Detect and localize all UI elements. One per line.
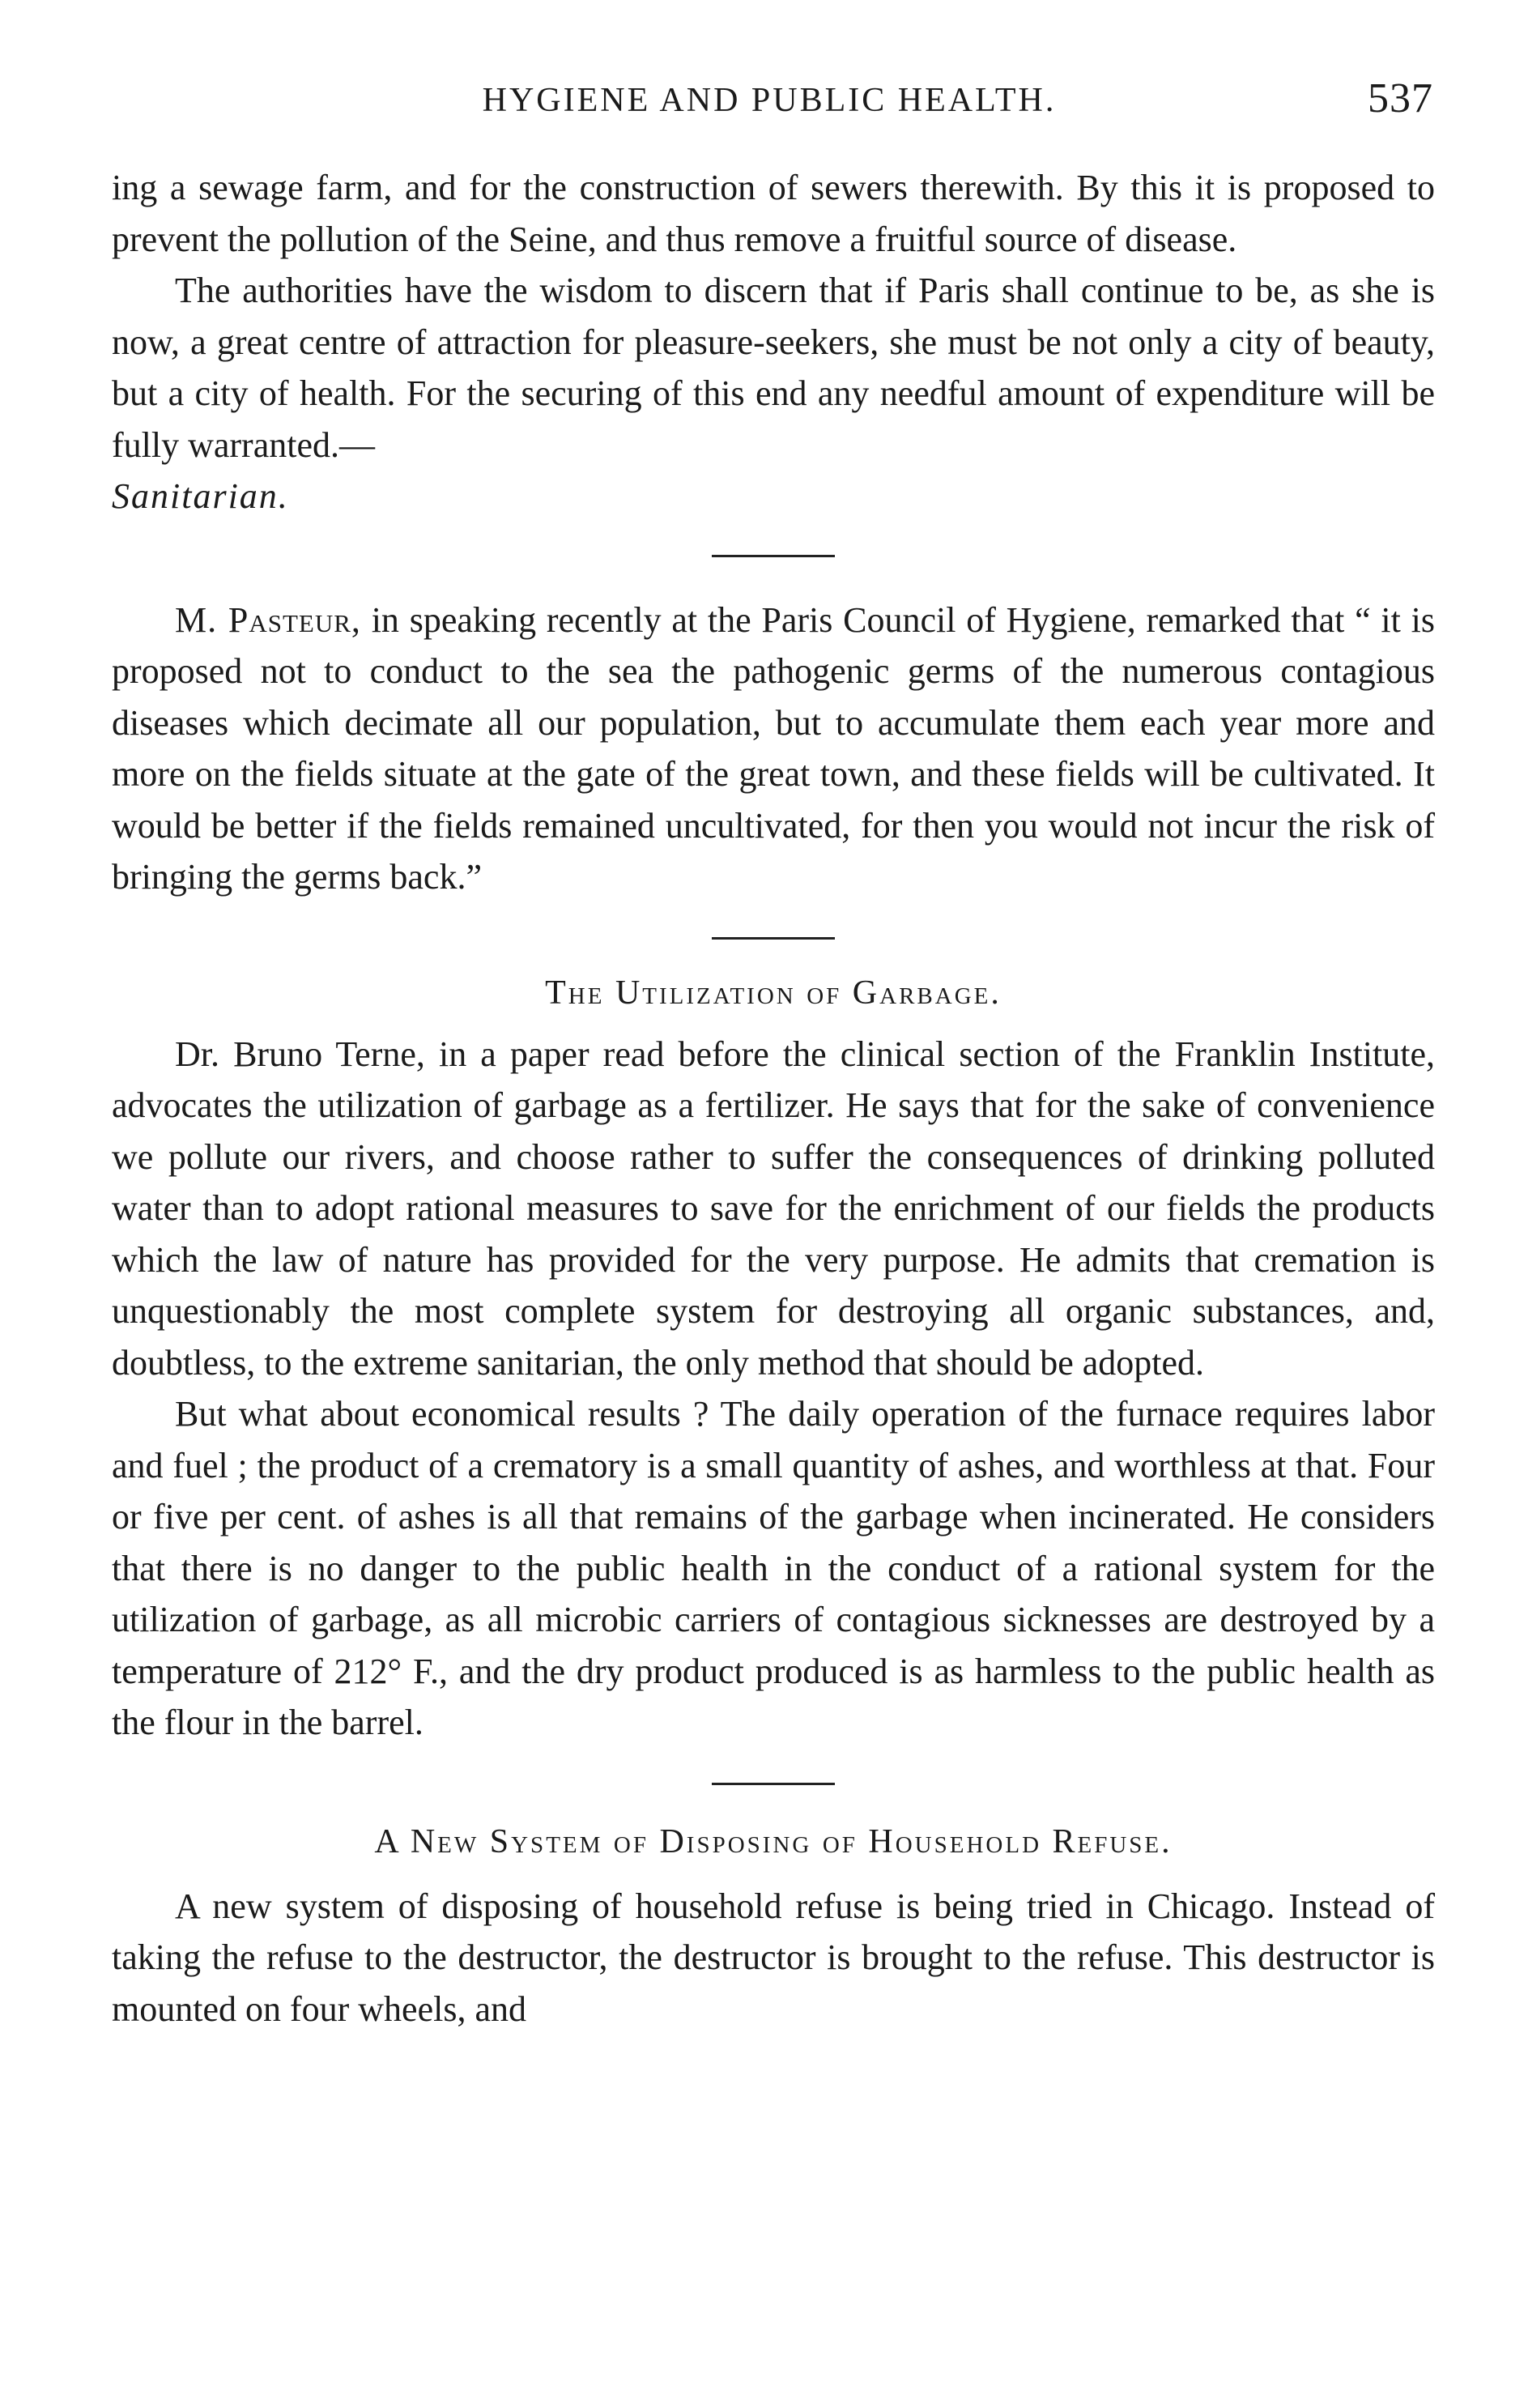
heading-utilization-of-garbage: The Utilization of Garbage. — [545, 974, 1002, 1012]
section-divider — [712, 555, 835, 557]
heading-household-refuse: A New System of Disposing of Household Refuse. — [374, 1822, 1173, 1860]
paragraph-pasteur-text: in speaking recently at the Paris Council of Hygiene, remarked that “ it is proposed not to conduct to the sea the pathogenic germs of the numerous contagious diseases which decimate all our population, but to accumulate them each year more and more on the fields situate at the gate of the great town, and these fields will be cultivated. It would be better if the fields remained uncultivated, for then you would not incur the risk of bringing the germs back.” — [112, 599, 1435, 897]
section-divider — [712, 937, 835, 940]
paragraph-bruno-terne: Dr. Bruno Terne, in a paper read before the clinical section of the Franklin Institute, advocates the utilization of garbage as a fertilizer. He says that for the sake of convenience we pollute our rivers, and choose rather to suffer the consequences of drinking polluted water than to adopt rational measures to save for the enrichment of our fields the products which the law of nature has provided for the very purpose. He admits that cremation is unquestionably the most complete system for destroying all organic substances, and, doubtless, to the extreme sanitarian, the only method that should be adopted. — [112, 1034, 1435, 1383]
running-title: HYGIENE AND PUBLIC HEALTH. — [482, 82, 1057, 119]
paragraph-chicago-destructor: A new system of disposing of household refuse is being tried in Chicago. Instead of taking the refuse to the destructor, the destructor is brought to the refuse. This destructor is mounted on four wheels, and — [112, 1886, 1435, 2029]
pasteur-name: M. Pasteur, — [175, 599, 361, 640]
running-head — [105, 70, 1433, 126]
paragraph-paris-health-text: The authorities have the wisdom to discern that if Paris shall continue to be, as she is now, a great centre of attraction for pleasure-seekers, she must be not only a city of beauty, but a city of health. For the securing of this end any needful amount of expenditure will be fully warranted.— — [112, 271, 1435, 465]
page-body — [112, 162, 1435, 2035]
paragraph-paris-health — [112, 265, 1435, 522]
source-signature: Sanitarian. — [112, 476, 289, 516]
section-divider — [712, 1783, 835, 1785]
paragraph-pasteur — [112, 595, 1435, 903]
paragraph-economical-results: But what about economical results ? The daily operation of the furnace requires labor and fuel ; the product of a crematory is a small quantity of ashes, and worthless at that. Four or five per cent. of ashes is all that remains of the garbage when incinerated. He considers that there is no danger to the public health in the conduct of a rational system for the utilization of garbage, as all microbic carriers of contagious sicknesses are destroyed by a temperature of 212° F., and the dry product produced is as harmless to the public health as the flour in the barrel. — [112, 1394, 1435, 1742]
paragraph-sewage-farm: ing a sewage farm, and for the construction of sewers therewith. By this it is proposed to prevent the pollution of the Seine, and thus remove a fruitful source of disease. — [112, 168, 1435, 259]
page-number: 537 — [1368, 75, 1433, 121]
